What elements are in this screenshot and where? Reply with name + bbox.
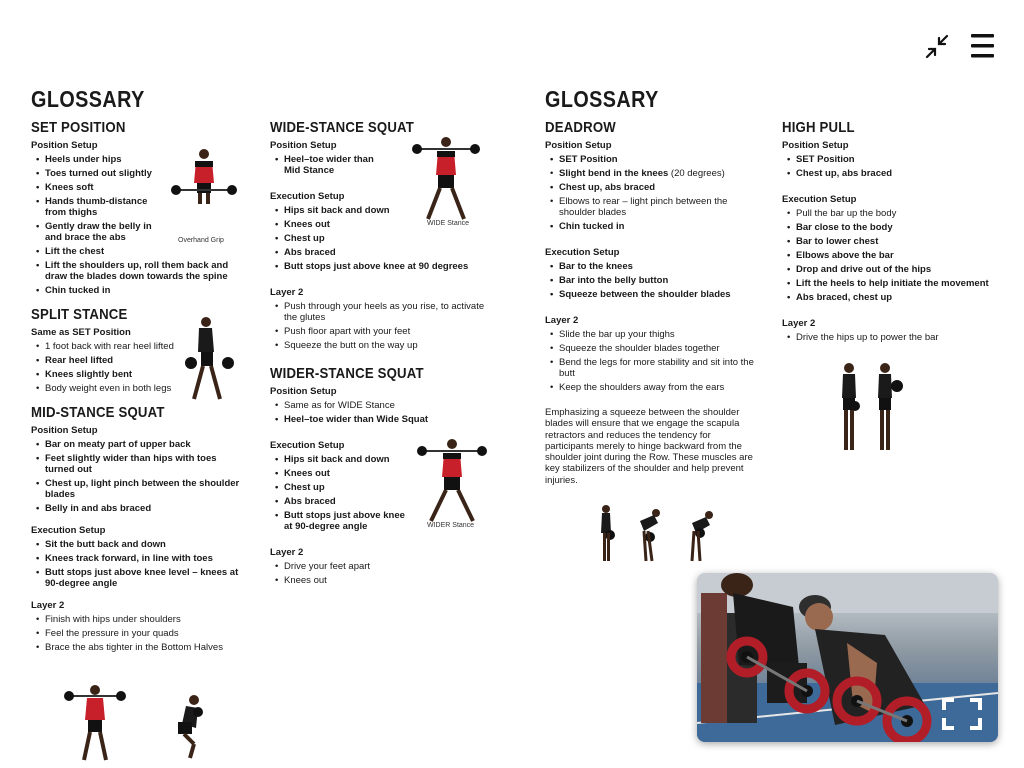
wide-stance-title: WIDE-STANCE SQUAT bbox=[270, 119, 415, 136]
list-item: • SET Position bbox=[782, 154, 997, 165]
split-stance-sub: Same as SET Position bbox=[31, 327, 131, 338]
list-item: • Abs braced, chest up bbox=[782, 292, 997, 303]
list-item: • Chest up, abs braced bbox=[545, 182, 755, 193]
right-column-1 bbox=[545, 119, 755, 486]
mid-stance-sub1: Position Setup bbox=[31, 425, 98, 436]
list-item: • Bar into the belly button bbox=[545, 275, 755, 286]
list-item: • Toes turned out slightly bbox=[31, 168, 156, 179]
list-item: • Chin tucked in bbox=[31, 285, 156, 296]
high-pull-list3 bbox=[782, 332, 997, 343]
list-item: • Drop and drive out of the hips bbox=[782, 264, 997, 275]
mid-stance-list1 bbox=[31, 439, 246, 514]
list-item: • Butt stops just above knee at 90-degree angle bbox=[270, 510, 410, 532]
list-item: • Feel the pressure in your quads bbox=[31, 628, 246, 639]
deadrow-sub3: Layer 2 bbox=[545, 315, 579, 326]
list-item: • Chest up bbox=[270, 482, 410, 493]
list-item: • Squeeze the shoulder blades together bbox=[545, 343, 755, 354]
wider-stance-list1 bbox=[270, 400, 485, 425]
wide-stance-sub1: Position Setup bbox=[270, 140, 337, 151]
wider-stance-sub2: Execution Setup bbox=[270, 440, 345, 451]
high-pull-sub3: Layer 2 bbox=[782, 318, 816, 329]
list-item: • Bar close to the body bbox=[782, 222, 997, 233]
menu-button[interactable] bbox=[966, 30, 1000, 64]
list-item: • Hands thumb-distance from thighs bbox=[31, 196, 156, 218]
mid-stance-sub2: Execution Setup bbox=[31, 525, 106, 536]
list-item: • Hips sit back and down bbox=[270, 205, 485, 216]
wider-stance-title: WIDER-STANCE SQUAT bbox=[270, 365, 424, 382]
list-item: • Drive your feet apart bbox=[270, 561, 485, 572]
mid-stance-figure-front bbox=[64, 684, 126, 764]
list-item: • Lift the shoulders up, roll them back and draw the blades down towards the spine bbox=[31, 260, 245, 282]
wide-stance-figure bbox=[412, 135, 480, 221]
left-page-title: GLOSSARY bbox=[31, 86, 145, 112]
list-item: • Knees track forward, in line with toes bbox=[31, 553, 246, 564]
list-item: • Chin tucked in bbox=[545, 221, 755, 232]
list-item: • Bar on meaty part of upper back bbox=[31, 439, 246, 450]
wide-stance-list1 bbox=[270, 154, 385, 176]
list-item: • Butt stops just above knee at 90 degrees bbox=[270, 261, 485, 272]
list-item: • Squeeze between the shoulder blades bbox=[545, 289, 755, 300]
list-item: • Belly in and abs braced bbox=[31, 503, 246, 514]
list-item-rest: (20 degrees) bbox=[668, 168, 725, 179]
list-item bbox=[545, 168, 755, 179]
set-position-title: SET POSITION bbox=[31, 119, 126, 136]
list-item: • Push through your heels as you rise, to activate the glutes bbox=[270, 301, 485, 323]
list-item: • Chest up, abs braced bbox=[782, 168, 997, 179]
list-item: • Knees out bbox=[270, 219, 485, 230]
high-pull-sub1: Position Setup bbox=[782, 140, 849, 151]
video-thumbnail[interactable] bbox=[697, 573, 998, 742]
list-item: • Bar to the knees bbox=[545, 261, 755, 272]
high-pull-title: HIGH PULL bbox=[782, 119, 855, 136]
wider-stance-figure bbox=[417, 437, 487, 523]
list-item: • Squeeze the butt on the way up bbox=[270, 340, 485, 351]
mid-stance-sub3: Layer 2 bbox=[31, 600, 65, 611]
overhand-grip-figure bbox=[168, 145, 240, 207]
list-item: • Rear heel lifted bbox=[31, 355, 246, 366]
list-item: • Bar to lower chest bbox=[782, 236, 997, 247]
list-item: • Slide the bar up your thighs bbox=[545, 329, 755, 340]
wide-stance-list3 bbox=[270, 301, 485, 351]
deadrow-paragraph: Emphasizing a squeeze between the shoulder blades will ensure that we engage the scapula retractors and reduces the tendency for participants merely to hinge backward from the shoulder joint during the Row. These muscles are key stabilizers of the shoulder and help prevent injuries. bbox=[545, 407, 753, 486]
list-item: • Chest up bbox=[270, 233, 485, 244]
wider-stance-sub3: Layer 2 bbox=[270, 547, 304, 558]
mid-stance-list3 bbox=[31, 614, 246, 653]
list-item: • Abs braced bbox=[270, 496, 410, 507]
wide-stance-sub3: Layer 2 bbox=[270, 287, 304, 298]
mid-stance-figure-side bbox=[170, 694, 210, 760]
collapse-button[interactable] bbox=[920, 30, 954, 64]
list-item: • Elbows above the bar bbox=[782, 250, 997, 261]
list-item: • Pull the bar up the body bbox=[782, 208, 997, 219]
list-item: • Knees out bbox=[270, 468, 410, 479]
wider-stance-list3 bbox=[270, 561, 485, 586]
set-position-sub: Position Setup bbox=[31, 140, 98, 151]
list-item: • Push floor apart with your feet bbox=[270, 326, 485, 337]
high-pull-figures bbox=[835, 362, 910, 454]
list-item: • Feet slightly wider than hips with toes turned out bbox=[31, 453, 246, 475]
list-item: • Gently draw the belly in and brace the abs bbox=[31, 221, 156, 243]
list-item: • Chest up, light pinch between the shoulder blades bbox=[31, 478, 246, 500]
deadrow-list2 bbox=[545, 261, 755, 300]
list-item: • Knees out bbox=[270, 575, 485, 586]
fullscreen-expand-icon[interactable] bbox=[940, 696, 984, 732]
list-item: • SET Position bbox=[545, 154, 755, 165]
wider-stance-caption: WIDER Stance bbox=[427, 522, 475, 529]
list-item: • Body weight even in both legs bbox=[31, 383, 246, 394]
deadrow-sub1: Position Setup bbox=[545, 140, 612, 151]
hamburger-menu-icon bbox=[966, 30, 1000, 64]
list-item: • Drive the hips up to power the bar bbox=[782, 332, 997, 343]
list-item: • Abs braced bbox=[270, 247, 485, 258]
right-page-title: GLOSSARY bbox=[545, 86, 659, 112]
wider-stance-sub1: Position Setup bbox=[270, 386, 337, 397]
overhand-grip-caption: Overhand Grip bbox=[178, 237, 224, 244]
deadrow-sub2: Execution Setup bbox=[545, 247, 620, 258]
list-item: • Keep the shoulders away from the ears bbox=[545, 382, 755, 393]
split-stance-title: SPLIT STANCE bbox=[31, 306, 128, 323]
deadrow-figures bbox=[596, 503, 716, 565]
list-item: • Butt stops just above knee level – knees at 90-degree angle bbox=[31, 567, 246, 589]
split-stance-figure bbox=[182, 315, 234, 403]
list-item: • Heel–toe wider than Mid Stance bbox=[270, 154, 385, 176]
high-pull-section bbox=[782, 119, 997, 343]
wider-stance-list2 bbox=[270, 454, 410, 532]
list-item: • Brace the abs tighter in the Bottom Halves bbox=[31, 642, 246, 653]
list-item: • Knees slightly bent bbox=[31, 369, 246, 380]
list-item: • Same as for WIDE Stance bbox=[270, 400, 485, 411]
list-item: • Bend the legs for more stability and sit into the butt bbox=[545, 357, 755, 379]
deadrow-section bbox=[545, 119, 755, 486]
list-item: • Heel–toe wider than Wide Squat bbox=[270, 414, 485, 425]
list-item: • 1 foot back with rear heel lifted bbox=[31, 341, 246, 352]
list-item: • Finish with hips under shoulders bbox=[31, 614, 246, 625]
list-item: • Knees soft bbox=[31, 182, 156, 193]
high-pull-list2 bbox=[782, 208, 997, 303]
mid-stance-title: MID-STANCE SQUAT bbox=[31, 404, 165, 421]
wide-stance-caption: WIDE Stance bbox=[427, 220, 470, 227]
deadrow-title: DEADROW bbox=[545, 119, 616, 136]
high-pull-sub2: Execution Setup bbox=[782, 194, 857, 205]
mid-stance-list2 bbox=[31, 539, 246, 589]
right-column-2 bbox=[782, 119, 997, 353]
high-pull-list1 bbox=[782, 154, 997, 179]
list-item: • Lift the heels to help initiate the movement bbox=[782, 278, 997, 289]
list-item: • Heels under hips bbox=[31, 154, 156, 165]
list-item-bold: Slight bend in the knees bbox=[559, 168, 669, 179]
deadrow-list3 bbox=[545, 329, 755, 393]
mid-stance-section bbox=[31, 404, 246, 653]
list-item: • Hips sit back and down bbox=[270, 454, 410, 465]
wide-stance-sub2: Execution Setup bbox=[270, 191, 345, 202]
collapse-arrows-icon bbox=[920, 30, 954, 64]
list-item: • Sit the butt back and down bbox=[31, 539, 246, 550]
deadrow-list1 bbox=[545, 154, 755, 232]
list-item: • Lift the chest bbox=[31, 246, 260, 257]
list-item: • Elbows to rear – light pinch between the shoulder blades bbox=[545, 196, 755, 218]
